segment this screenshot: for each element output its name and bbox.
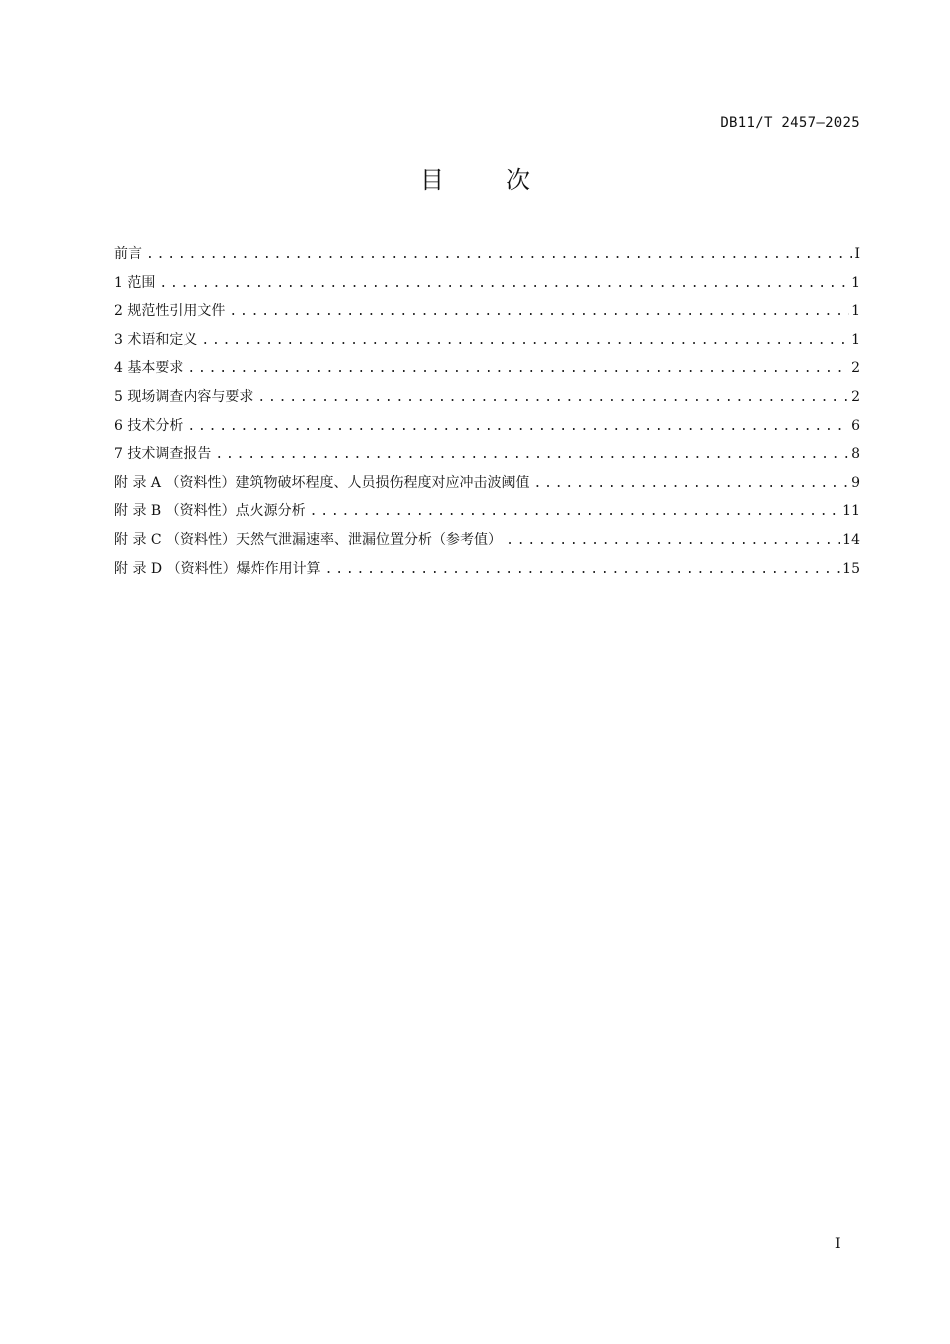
toc-entry-label: 6 技术分析 xyxy=(114,417,184,434)
toc-entry-page: 11 xyxy=(842,503,860,520)
toc-entry-scope[interactable] xyxy=(114,272,860,301)
standard-code: DB11/T 2457—2025 xyxy=(720,115,860,131)
dot-leader xyxy=(146,247,852,262)
toc-entry-label: 附 录 B （资料性）点火源分析 xyxy=(114,503,306,520)
page-number: I xyxy=(835,1236,841,1252)
dot-leader xyxy=(310,504,841,519)
dot-leader xyxy=(201,333,849,348)
dot-leader xyxy=(187,419,849,434)
toc-entry-appendix-b[interactable] xyxy=(114,500,860,529)
toc-entry-page: 2 xyxy=(851,360,860,377)
table-of-contents xyxy=(114,243,860,586)
toc-entry-page: 14 xyxy=(842,531,860,548)
toc-entry-technical-analysis[interactable] xyxy=(114,415,860,444)
toc-entry-label: 4 基本要求 xyxy=(114,360,184,377)
toc-entry-terms-definitions[interactable] xyxy=(114,329,860,358)
dot-leader xyxy=(506,533,840,548)
dot-leader xyxy=(229,304,849,319)
toc-entry-label: 5 现场调查内容与要求 xyxy=(114,388,254,405)
toc-entry-label: 1 范围 xyxy=(114,274,156,291)
toc-entry-normative-references[interactable] xyxy=(114,300,860,329)
dot-leader xyxy=(533,476,849,491)
toc-entry-investigation-report[interactable] xyxy=(114,443,860,472)
toc-entry-label: 前言 xyxy=(114,246,142,262)
toc-entry-label: 7 技术调查报告 xyxy=(114,446,212,463)
toc-entry-foreword[interactable] xyxy=(114,243,860,272)
toc-entry-page: I xyxy=(854,246,860,262)
toc-entry-appendix-d[interactable] xyxy=(114,558,860,587)
toc-entry-appendix-c[interactable] xyxy=(114,529,860,558)
toc-entry-basic-requirements[interactable] xyxy=(114,357,860,386)
dot-leader xyxy=(187,361,849,376)
toc-entry-page: 1 xyxy=(851,331,860,348)
toc-entry-page: 9 xyxy=(851,474,860,491)
toc-entry-page: 1 xyxy=(851,303,860,320)
toc-entry-page: 8 xyxy=(851,446,860,463)
toc-entry-label: 2 规范性引用文件 xyxy=(114,303,226,320)
toc-entry-page: 1 xyxy=(851,274,860,291)
toc-entry-appendix-a[interactable] xyxy=(114,472,860,501)
toc-entry-site-investigation[interactable] xyxy=(114,386,860,415)
toc-title: 目次 xyxy=(420,166,592,194)
dot-leader xyxy=(257,390,849,405)
dot-leader xyxy=(325,562,841,577)
toc-entry-label: 3 术语和定义 xyxy=(114,331,198,348)
dot-leader xyxy=(215,447,849,462)
toc-entry-label: 附 录 D （资料性）爆炸作用计算 xyxy=(114,560,321,577)
toc-entry-label: 附 录 A （资料性）建筑物破坏程度、人员损伤程度对应冲击波阈值 xyxy=(114,474,530,491)
toc-entry-page: 15 xyxy=(842,560,860,577)
toc-entry-label: 附 录 C （资料性）天然气泄漏速率、泄漏位置分析（参考值） xyxy=(114,531,503,548)
toc-entry-page: 2 xyxy=(851,388,860,405)
toc-entry-page: 6 xyxy=(851,417,860,434)
dot-leader xyxy=(159,276,849,291)
